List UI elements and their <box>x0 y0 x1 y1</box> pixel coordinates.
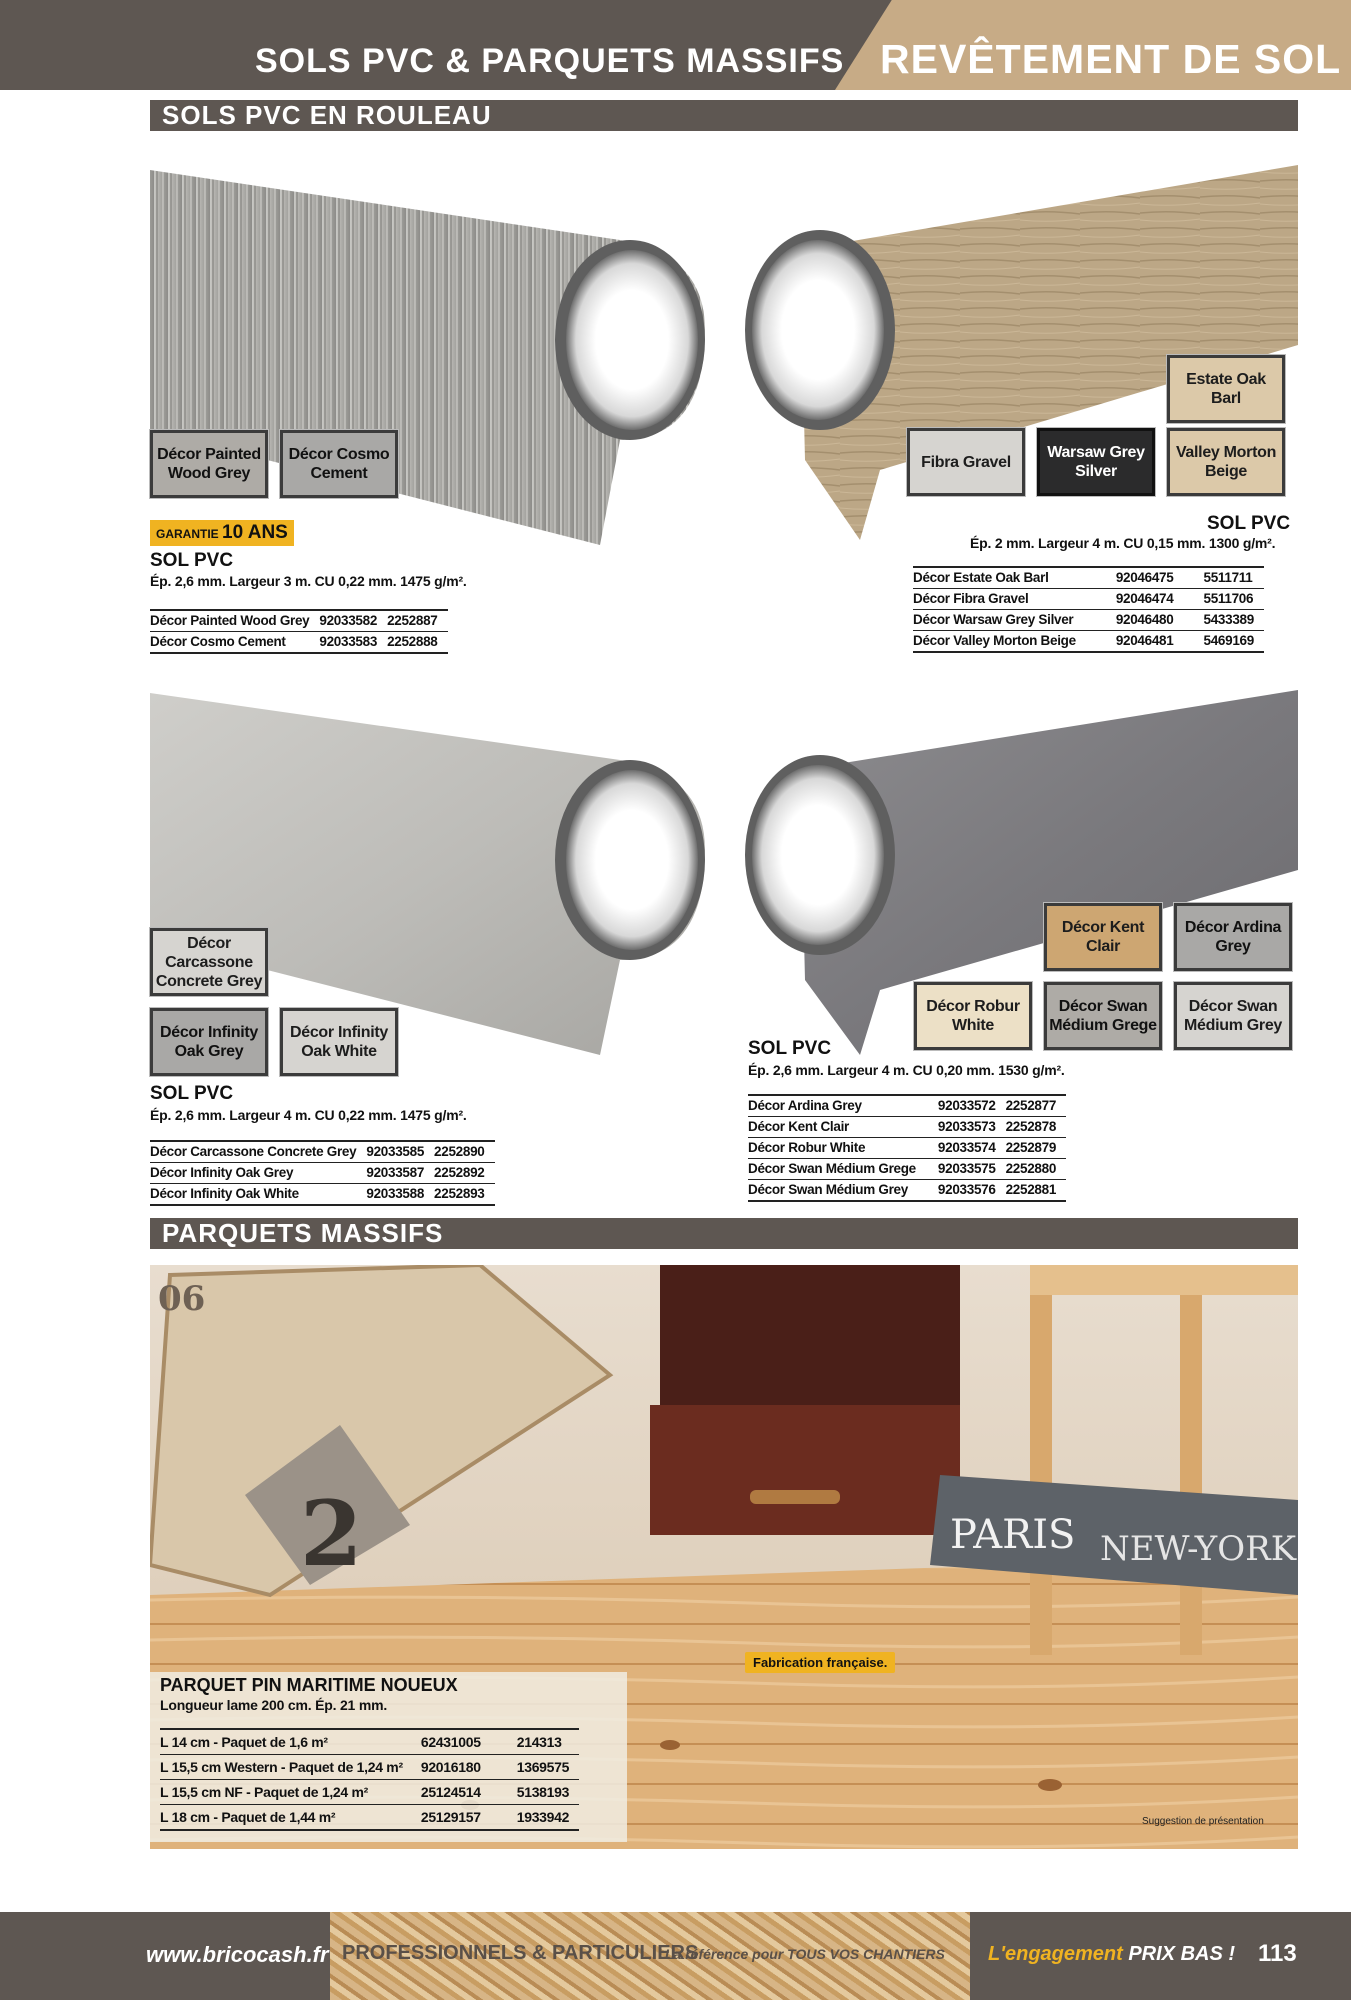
table-row <box>160 1805 579 1831</box>
ref-code: 92033572 <box>938 1095 1006 1117</box>
page-number: 113 <box>1258 1940 1297 1967</box>
ref-code: 92033585 <box>366 1141 434 1163</box>
table-row <box>748 1138 1066 1159</box>
ref-code: 2252878 <box>1006 1117 1066 1138</box>
ref-code: 2252887 <box>387 610 447 632</box>
ref-code: 92033574 <box>938 1138 1006 1159</box>
ref-code: 92046480 <box>1116 610 1204 631</box>
guarantee-label: GARANTIE <box>156 527 219 541</box>
ref-code: 92033583 <box>319 632 387 654</box>
ref-label: L 15,5 cm NF - Paquet de 1,24 m² <box>160 1780 421 1805</box>
sign-paris: PARIS <box>950 1512 1076 1558</box>
ref-label: Décor Swan Médium Grege <box>748 1159 938 1180</box>
swatch-infinity-oak-white: Décor Infinity Oak White <box>280 1008 398 1076</box>
ref-code: 2252893 <box>434 1184 494 1206</box>
section-title-parquet: PARQUETS MASSIFS <box>150 1218 1298 1249</box>
footer-tagline: PROFESSIONNELS & PARTICULIERS <box>342 1942 699 1964</box>
ref-code: 92033575 <box>938 1159 1006 1180</box>
ref-code: 62431005 <box>421 1729 517 1755</box>
product-title: SOL PVC <box>150 550 234 571</box>
ref-label: Décor Estate Oak Barl <box>913 567 1116 589</box>
footer-website-link[interactable]: www.bricocash.fr <box>146 1942 329 1967</box>
parquet-reference-table <box>160 1728 579 1831</box>
footer-prix-bas: PRIX BAS ! <box>1128 1943 1236 1965</box>
stencil-text: 06 <box>158 1279 206 1319</box>
footer-reference-slogan: La référence pour TOUS VOS CHANTIERS <box>665 1946 945 1962</box>
ref-code: 2252880 <box>1006 1159 1066 1180</box>
table-row <box>160 1780 579 1805</box>
sign-new-york: NEW-YORK <box>1100 1529 1297 1569</box>
ref-label: L 14 cm - Paquet de 1,6 m² <box>160 1729 421 1755</box>
ref-code: 2252888 <box>387 632 447 654</box>
ref-label: Décor Infinity Oak Grey <box>150 1163 366 1184</box>
swatch-cosmo-cement: Décor Cosmo Cement <box>280 430 398 498</box>
swatch-painted-wood-grey: Décor Painted Wood Grey <box>150 430 268 498</box>
header-section-title: REVÊTEMENT DE SOL <box>880 36 1342 82</box>
footer-engagement-text: L'engagement <box>988 1943 1123 1965</box>
ref-code: 5469169 <box>1203 631 1263 653</box>
product-description: Ép. 2 mm. Largeur 4 m. CU 0,15 mm. 1300 g/m². <box>970 535 1276 551</box>
ref-code: 92046474 <box>1116 589 1204 610</box>
parquet-title: PARQUET PIN MARITIME NOUEUX <box>160 1675 458 1695</box>
footer-engagement <box>988 1943 1235 1966</box>
ref-code: 2252881 <box>1006 1180 1066 1202</box>
ref-label: Décor Ardina Grey <box>748 1095 938 1117</box>
ref-code: 2252877 <box>1006 1095 1066 1117</box>
ref-code: 92033587 <box>366 1163 434 1184</box>
page-footer <box>0 1912 1351 2000</box>
ref-label: Décor Fibra Gravel <box>913 589 1116 610</box>
stencil-number: 2 <box>300 1481 363 1587</box>
ref-label: Décor Painted Wood Grey <box>150 610 319 632</box>
product-title: SOL PVC <box>748 1038 832 1059</box>
ref-code: 5511711 <box>1203 567 1263 589</box>
product-description: Ép. 2,6 mm. Largeur 3 m. CU 0,22 mm. 1475 g/m². <box>150 573 467 589</box>
swatch-estate-oak-barl: Estate Oak Barl <box>1167 355 1285 423</box>
suggestion-note: Suggestion de présentation <box>1142 1816 1264 1827</box>
reference-table <box>150 1140 495 1206</box>
swatch-swan-medium-grey: Décor Swan Médium Grey <box>1174 982 1292 1050</box>
fabrication-badge: Fabrication française. <box>745 1652 895 1673</box>
ref-label: Décor Warsaw Grey Silver <box>913 610 1116 631</box>
ref-code: 92016180 <box>421 1755 517 1780</box>
section-title-pvc: SOLS PVC EN ROULEAU <box>150 100 1298 131</box>
parquet-description: Longueur lame 200 cm. Ép. 21 mm. <box>160 1697 388 1713</box>
table-row <box>150 1184 495 1206</box>
table-row <box>748 1095 1066 1117</box>
ref-code: 92033573 <box>938 1117 1006 1138</box>
product-description: Ép. 2,6 mm. Largeur 4 m. CU 0,22 mm. 1475 g/m². <box>150 1107 467 1123</box>
ref-code: 1933942 <box>517 1805 579 1831</box>
header-category-title: SOLS PVC & PARQUETS MASSIFS <box>255 42 845 80</box>
ref-code: 92046475 <box>1116 567 1204 589</box>
ref-code: 92033588 <box>366 1184 434 1206</box>
ref-label: L 15,5 cm Western - Paquet de 1,24 m² <box>160 1755 421 1780</box>
ref-label: Décor Valley Morton Beige <box>913 631 1116 653</box>
reference-table <box>748 1094 1066 1202</box>
swatch-warsaw-grey-silver: Warsaw Grey Silver <box>1037 428 1155 496</box>
table-row <box>150 1141 495 1163</box>
ref-code: 25124514 <box>421 1780 517 1805</box>
ref-label: Décor Cosmo Cement <box>150 632 319 654</box>
ref-code: 5511706 <box>1203 589 1263 610</box>
ref-code: 92033576 <box>938 1180 1006 1202</box>
ref-label: Décor Swan Médium Grey <box>748 1180 938 1202</box>
ref-code: 5433389 <box>1203 610 1263 631</box>
ref-code: 92046481 <box>1116 631 1204 653</box>
swatch-ardina-grey: Décor Ardina Grey <box>1174 903 1292 971</box>
table-row <box>748 1180 1066 1202</box>
ref-code: 214313 <box>517 1729 579 1755</box>
swatch-kent-clair: Décor Kent Clair <box>1044 903 1162 971</box>
product-description: Ép. 2,6 mm. Largeur 4 m. CU 0,20 mm. 1530 g/m². <box>748 1062 1065 1078</box>
swatch-carcassone-concrete-grey: Décor Carcassone Concrete Grey <box>150 928 268 996</box>
ref-label: Décor Robur White <box>748 1138 938 1159</box>
ref-code: 25129157 <box>421 1805 517 1831</box>
ref-label: Décor Infinity Oak White <box>150 1184 366 1206</box>
table-row <box>748 1159 1066 1180</box>
swatch-robur-white: Décor Robur White <box>914 982 1032 1050</box>
ref-label: L 18 cm - Paquet de 1,44 m² <box>160 1805 421 1831</box>
product-title: SOL PVC <box>1207 513 1291 534</box>
ref-code: 2252892 <box>434 1163 494 1184</box>
table-row <box>160 1729 579 1755</box>
table-row <box>150 1163 495 1184</box>
ref-code: 5138193 <box>517 1780 579 1805</box>
product-title: SOL PVC <box>150 1083 234 1104</box>
swatch-swan-medium-grege: Décor Swan Médium Grege <box>1044 982 1162 1050</box>
ref-code: 2252890 <box>434 1141 494 1163</box>
swatch-infinity-oak-grey: Décor Infinity Oak Grey <box>150 1008 268 1076</box>
table-row <box>748 1117 1066 1138</box>
table-row <box>160 1755 579 1780</box>
ref-label: Décor Kent Clair <box>748 1117 938 1138</box>
swatch-valley-morton-beige: Valley Morton Beige <box>1167 428 1285 496</box>
ref-code: 1369575 <box>517 1755 579 1780</box>
parquet-info-box <box>150 1672 627 1842</box>
ref-code: 92033582 <box>319 610 387 632</box>
ref-label: Décor Carcassone Concrete Grey <box>150 1141 366 1163</box>
guarantee-value: 10 ANS <box>222 522 288 543</box>
ref-code: 2252879 <box>1006 1138 1066 1159</box>
swatch-fibra-gravel: Fibra Gravel <box>907 428 1025 496</box>
